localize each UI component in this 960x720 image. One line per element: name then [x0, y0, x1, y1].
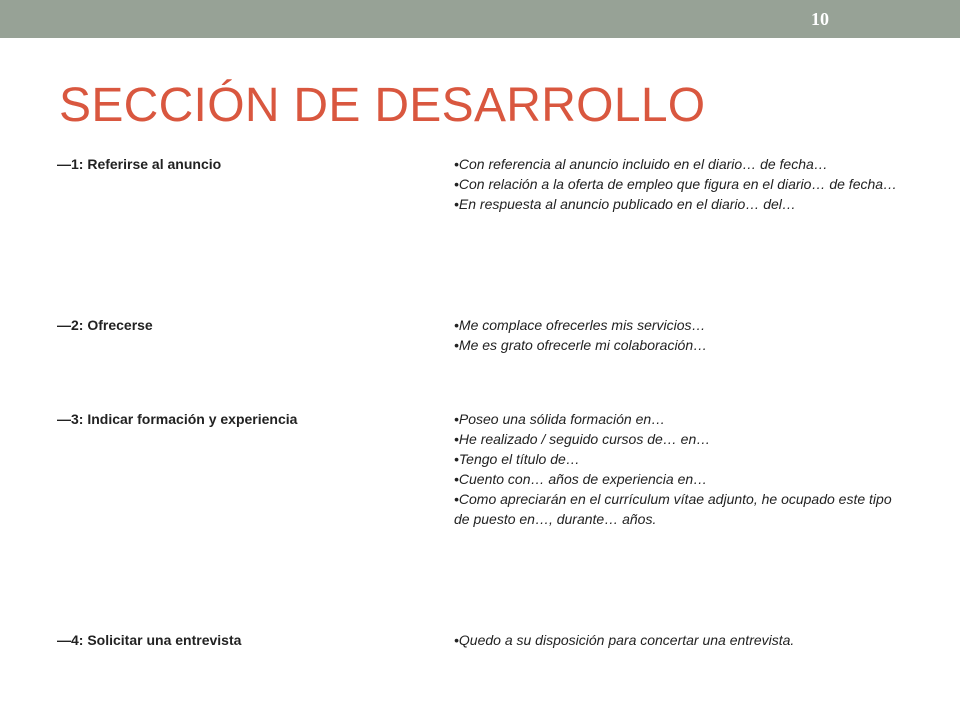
phrase-item: •Con referencia al anuncio incluido en el diario… de fecha… — [454, 156, 828, 172]
slide-number: 10 — [811, 9, 829, 29]
phrase-item: •Cuento con… años de experiencia en… — [454, 471, 708, 487]
phrase-item: •He realizado / seguido cursos de… en… — [454, 431, 711, 447]
phrase-item: •Como apreciarán en el currículum vítae adjunto, he ocupado este tipo de puesto en…, durante… años. — [454, 491, 892, 527]
dash-marker: — — [57, 411, 71, 427]
phrase-list — [454, 154, 904, 214]
phrase-list — [454, 630, 904, 650]
phrase-list — [454, 409, 904, 529]
section-label — [57, 154, 387, 174]
header-bar — [0, 0, 960, 38]
section-label — [57, 315, 387, 335]
section-label-text: 3: Indicar formación y experiencia — [71, 411, 298, 427]
section-label — [57, 409, 387, 429]
phrase-item: •Me es grato ofrecerle mi colaboración… — [454, 337, 708, 353]
phrase-item: •Tengo el título de… — [454, 451, 580, 467]
phrase-item: •Quedo a su disposición para concertar una entrevista. — [454, 632, 795, 648]
section-label-text: 4: Solicitar una entrevista — [71, 632, 242, 648]
phrase-item: •Con relación a la oferta de empleo que figura en el diario… de fecha… — [454, 176, 898, 192]
section-label-text: 1: Referirse al anuncio — [71, 156, 222, 172]
phrase-item: •Me complace ofrecerles mis servicios… — [454, 317, 706, 333]
section-label — [57, 630, 387, 650]
phrase-item: •Poseo una sólida formación en… — [454, 411, 666, 427]
dash-marker: — — [57, 632, 71, 648]
dash-marker: — — [57, 156, 71, 172]
phrase-list — [454, 315, 904, 355]
phrase-item: •En respuesta al anuncio publicado en el diario… del… — [454, 196, 796, 212]
section-label-text: 2: Ofrecerse — [71, 317, 153, 333]
dash-marker: — — [57, 317, 71, 333]
slide-title: SECCIÓN DE DESARROLLO — [59, 79, 706, 132]
